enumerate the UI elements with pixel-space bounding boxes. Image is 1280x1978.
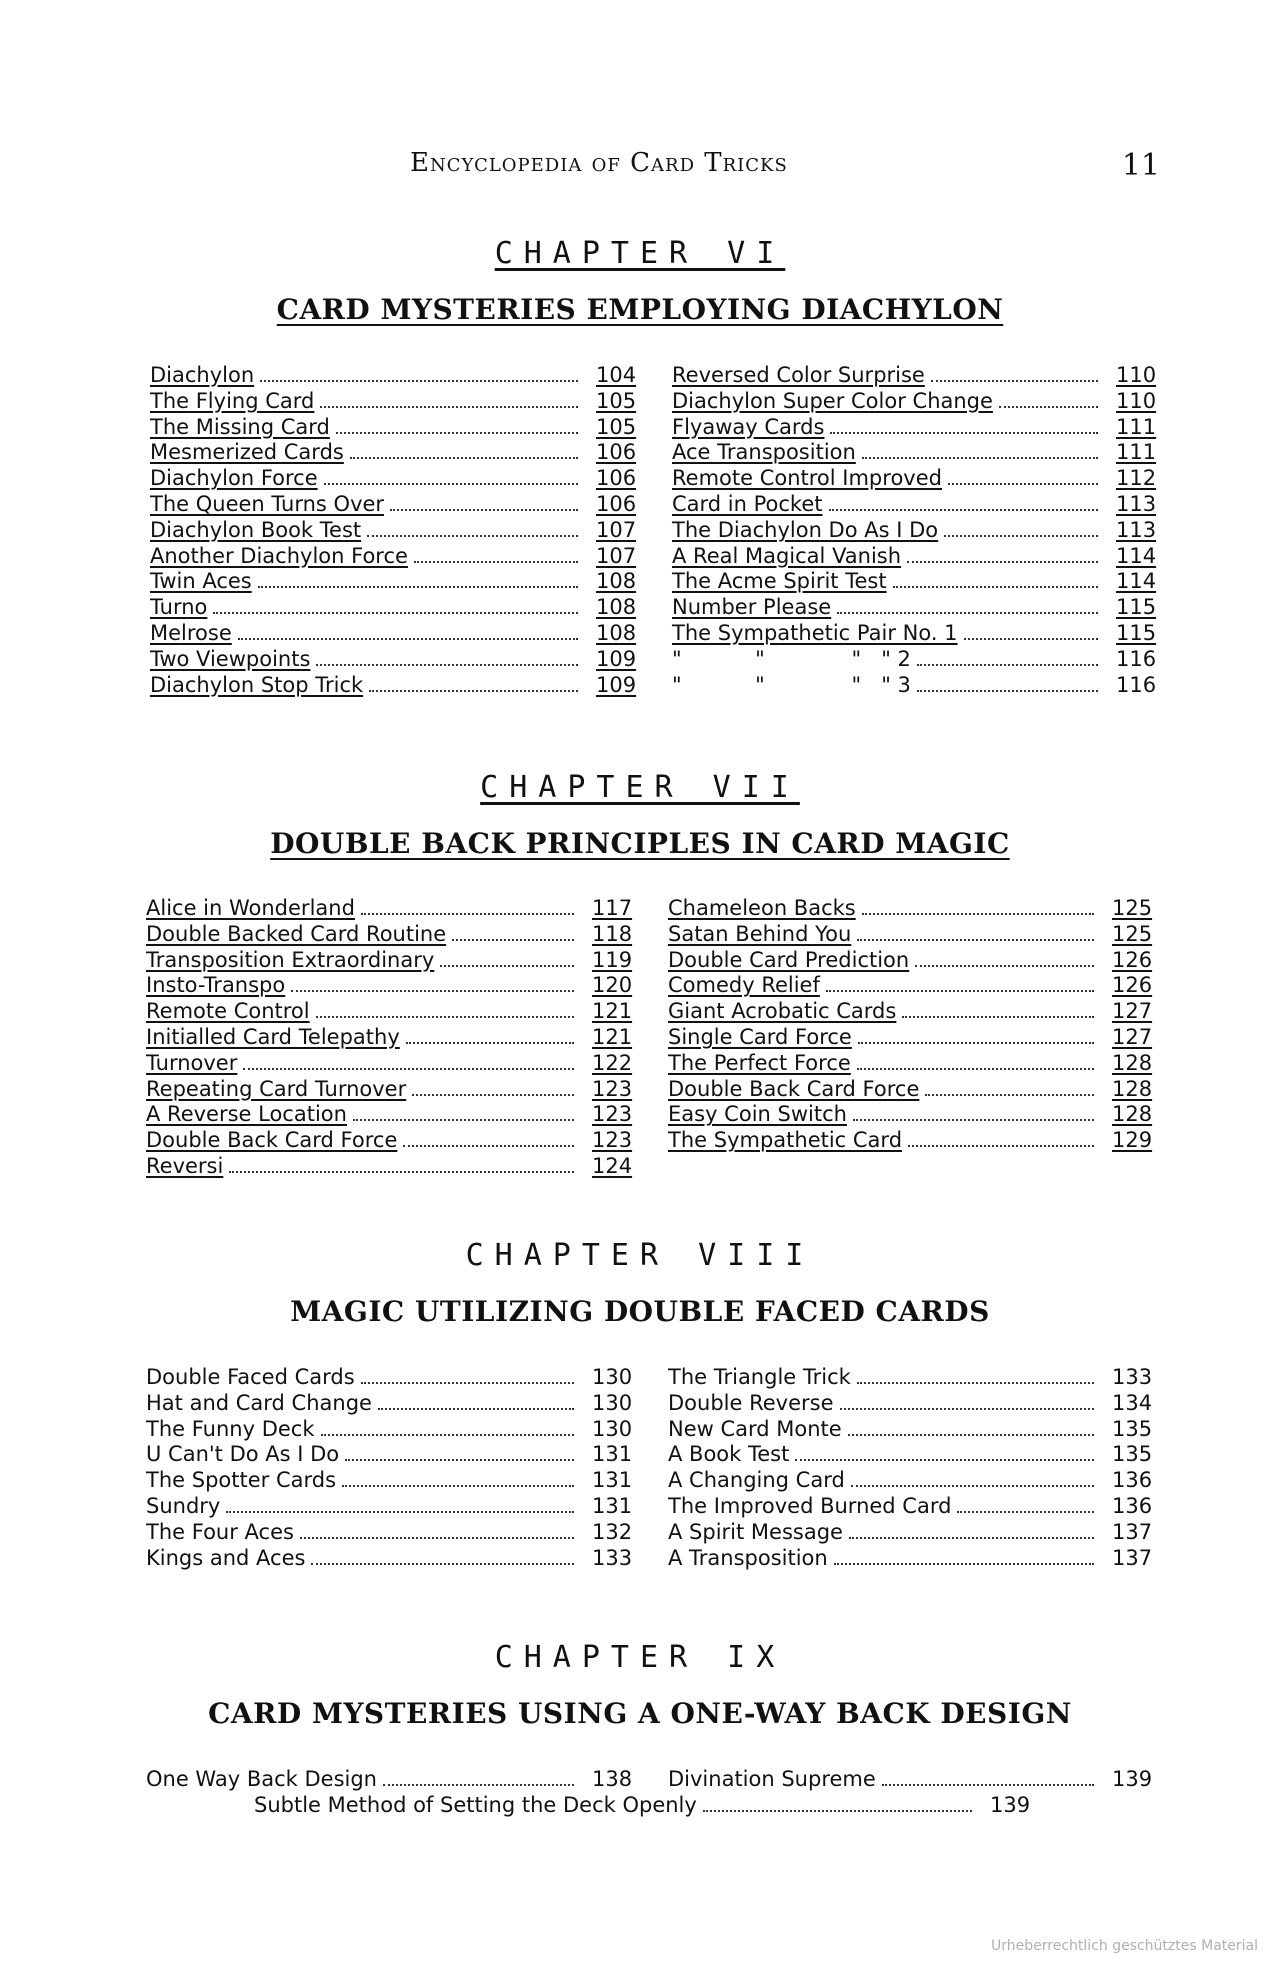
chapter-7-heading [0,770,1280,860]
toc-entry[interactable]: Double Card Prediction 126 [668,947,1153,972]
toc-entry[interactable]: Turno 108 [150,595,637,620]
toc-entry[interactable]: Subtle Method of Setting the Deck Openly 139 [254,1793,1031,1817]
chapter-6-contents [150,363,1160,703]
chapter-9-contents [146,1767,1156,1827]
toc-entry[interactable]: Double Back Card Force 123 [146,1128,633,1153]
toc-entry[interactable]: Twin Aces 108 [150,569,637,594]
chapter-9-centered-entry [254,1793,1034,1819]
toc-entry[interactable]: The Flying Card 105 [150,388,637,413]
toc-entry[interactable]: Easy Coin Switch 128 [668,1102,1153,1127]
chapter-9-label: CHAPTER IX [494,1640,786,1675]
toc-entry[interactable]: Reversi 124 [146,1153,633,1178]
toc-entry[interactable]: Hat and Card Change 130 [146,1390,633,1415]
toc-entry[interactable]: The Improved Burned Card 136 [668,1493,1153,1518]
toc-entry[interactable]: A Book Test 135 [668,1442,1153,1467]
toc-entry[interactable]: The Sympathetic Pair No. 1 115 [672,620,1157,645]
toc-entry[interactable]: A Reverse Location 123 [146,1102,633,1127]
chapter-9-heading [0,1640,1280,1730]
toc-entry[interactable]: Diachylon Force 106 [150,466,637,491]
chapter-9-right-column [668,1767,1156,1793]
copyright-watermark: Urheberrechtlich geschütztes Material [991,1938,1258,1954]
toc-entry-ditto[interactable]: " " " " 3 116 [672,672,1157,697]
chapter-7-right-column [668,896,1156,1154]
chapter-6-left-column [150,363,640,698]
running-title: Encyclopedia of Card Tricks [410,148,788,178]
toc-entry[interactable]: Remote Control Improved 112 [672,466,1157,491]
toc-entry[interactable]: Reversed Color Surprise 110 [672,363,1157,387]
toc-entry[interactable]: The Four Aces 132 [146,1519,633,1544]
chapter-9-left-column [146,1767,636,1793]
toc-entry[interactable]: Mesmerized Cards 106 [150,440,637,465]
chapter-7-label: CHAPTER VII [480,770,800,805]
toc-entry[interactable]: The Diachylon Do As I Do 113 [672,517,1157,542]
toc-entry[interactable]: The Perfect Force 128 [668,1050,1153,1075]
toc-entry[interactable]: Turnover 122 [146,1050,633,1075]
toc-entry[interactable]: Double Backed Card Routine 118 [146,921,633,946]
toc-entry[interactable]: Card in Pocket 113 [672,491,1157,516]
chapter-6-right-column [672,363,1160,698]
toc-entry[interactable]: Flyaway Cards 111 [672,414,1157,439]
toc-entry[interactable]: Melrose 108 [150,620,637,645]
toc-entry[interactable]: Remote Control 121 [146,999,633,1024]
chapter-8-right-column [668,1365,1156,1571]
toc-entry[interactable]: Insto-Transpo 120 [146,973,633,998]
toc-entry[interactable]: A Real Magical Vanish 114 [672,543,1157,568]
toc-entry[interactable]: The Sympathetic Card 129 [668,1128,1153,1153]
toc-entry[interactable]: Divination Supreme 139 [668,1767,1153,1791]
chapter-7-left-column [146,896,636,1180]
toc-entry[interactable]: Double Faced Cards 130 [146,1365,633,1389]
toc-entry[interactable]: Kings and Aces 133 [146,1545,633,1570]
toc-entry[interactable]: Another Diachylon Force 107 [150,543,637,568]
chapter-8-heading [0,1238,1280,1328]
toc-entry[interactable]: The Queen Turns Over 106 [150,491,637,516]
toc-entry[interactable]: The Missing Card 105 [150,414,637,439]
toc-entry[interactable]: The Acme Spirit Test 114 [672,569,1157,594]
toc-entry[interactable]: Satan Behind You 125 [668,921,1153,946]
toc-entry[interactable]: Giant Acrobatic Cards 127 [668,999,1153,1024]
toc-entry[interactable]: Number Please 115 [672,595,1157,620]
toc-entry[interactable]: Double Reverse 134 [668,1390,1153,1415]
chapter-8-contents [146,1365,1156,1580]
toc-entry[interactable]: Transposition Extraordinary 119 [146,947,633,972]
toc-entry[interactable]: Alice in Wonderland 117 [146,896,633,920]
toc-entry[interactable]: A Changing Card 136 [668,1468,1153,1493]
chapter-7-title: DOUBLE BACK PRINCIPLES IN CARD MAGIC [270,827,1010,860]
chapter-6-title: CARD MYSTERIES EMPLOYING DIACHYLON [276,293,1004,326]
toc-entry[interactable]: Ace Transposition 111 [672,440,1157,465]
chapter-6-heading [0,236,1280,326]
toc-entry[interactable]: Diachylon Book Test 107 [150,517,637,542]
toc-entry[interactable]: Diachylon 104 [150,363,637,387]
toc-entry[interactable]: U Can't Do As I Do 131 [146,1442,633,1467]
toc-entry[interactable]: A Spirit Message 137 [668,1519,1153,1544]
toc-entry[interactable]: Initialled Card Telepathy 121 [146,1024,633,1049]
toc-entry[interactable]: Sundry 131 [146,1493,633,1518]
toc-entry-ditto[interactable]: " " " " 2 116 [672,646,1157,671]
page-number: 11 [1121,148,1160,183]
toc-entry[interactable]: Single Card Force 127 [668,1024,1153,1049]
chapter-7-contents [146,896,1156,1186]
toc-entry[interactable]: Two Viewpoints 109 [150,646,637,671]
toc-entry[interactable]: Diachylon Stop Trick 109 [150,672,637,697]
toc-entry[interactable]: Chameleon Backs 125 [668,896,1153,920]
chapter-6-label: CHAPTER VI [494,236,786,271]
chapter-8-title: MAGIC UTILIZING DOUBLE FACED CARDS [290,1295,990,1328]
toc-entry[interactable]: A Transposition 137 [668,1545,1153,1570]
toc-entry[interactable]: Comedy Relief 126 [668,973,1153,998]
running-head [300,148,1160,188]
toc-entry[interactable]: One Way Back Design 138 [146,1767,633,1791]
toc-entry[interactable]: The Funny Deck 130 [146,1416,633,1441]
toc-entry[interactable]: Repeating Card Turnover 123 [146,1076,633,1101]
toc-entry[interactable]: The Spotter Cards 131 [146,1468,633,1493]
toc-entry[interactable]: The Triangle Trick 133 [668,1365,1153,1389]
chapter-8-label: CHAPTER VIII [465,1238,815,1273]
chapter-8-left-column [146,1365,636,1571]
toc-entry[interactable]: New Card Monte 135 [668,1416,1153,1441]
chapter-9-title: CARD MYSTERIES USING A ONE-WAY BACK DESIGN [208,1697,1072,1730]
toc-entry[interactable]: Diachylon Super Color Change 110 [672,388,1157,413]
toc-entry[interactable]: Double Back Card Force 128 [668,1076,1153,1101]
